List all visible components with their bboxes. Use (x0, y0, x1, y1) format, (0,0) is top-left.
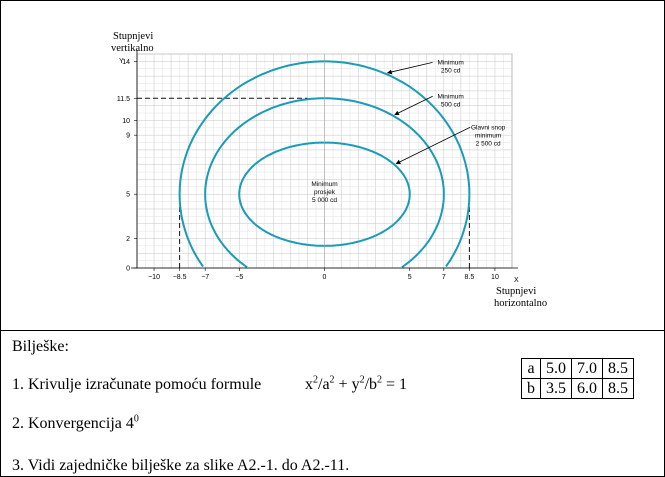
center-label: Minimum (311, 181, 338, 189)
notes-title: Bilješke: (12, 338, 69, 355)
x-tick-label: 0 (322, 274, 327, 281)
note-2: 2. Konvergencija $4^0$ (12, 413, 139, 432)
curve-label: 250 cd (440, 67, 461, 75)
center-label: prosjek (314, 189, 335, 197)
x-tick-label: −5 (235, 274, 244, 281)
y-axis-letter: Y (119, 58, 124, 65)
divider-line (1, 330, 664, 331)
center-label: 5 000 cd (312, 197, 337, 205)
parameter-table (521, 358, 634, 399)
x-tick-label: −10 (148, 274, 160, 281)
note-1 (12, 376, 261, 394)
param-row-a: a 5.0 7.0 8.5 (522, 359, 634, 379)
y-tick-label: 0 (126, 265, 130, 273)
x-axis-title-line2: horizontalno (494, 298, 548, 309)
y-axis-title-line1: Stupnjevi (113, 31, 154, 42)
y-tick-label: 10 (122, 117, 130, 125)
y-tick-label: 5 (126, 191, 130, 199)
x-axis-letter: X (514, 277, 519, 284)
x-tick-label: −7 (201, 274, 210, 281)
y-axis-title-line2: vertikalno (111, 43, 154, 54)
y-tick-label: 2 (126, 235, 130, 243)
curve-label: Minimum (437, 93, 464, 101)
y-tick-label: 14 (122, 58, 130, 66)
x-tick-label: −8.5 (172, 274, 187, 281)
x-tick-label: 5 (407, 274, 412, 281)
x-tick-label: 8.5 (464, 274, 475, 281)
ellipse-formula: $x^2/a^2 + y^2/b^2 = 1$ (305, 374, 408, 393)
y-tick-label: 9 (126, 132, 130, 140)
note-1-text: 1. Krivulje izračunate pomoću formule (12, 376, 262, 393)
x-axis-title-line1: Stupnjevi (496, 286, 537, 297)
curve-label: Minimum (437, 59, 464, 67)
isocandela-chart (1, 1, 664, 331)
x-tick-label: 10 (491, 274, 499, 281)
y-tick-label: 11.5 (116, 95, 130, 103)
note-3: 3. Vidi zajedničke bilješke za slike A2.-1. do A2.-11. (12, 457, 350, 474)
x-tick-label: 7 (441, 274, 446, 281)
curve-label: 2 500 cd (475, 140, 501, 148)
curve-label: Glavni snop (470, 124, 506, 132)
curve-label: 500 cd (440, 101, 461, 109)
param-row-b: b 3.5 6.0 8.5 (522, 379, 634, 399)
curve-label: minimum (474, 132, 502, 140)
